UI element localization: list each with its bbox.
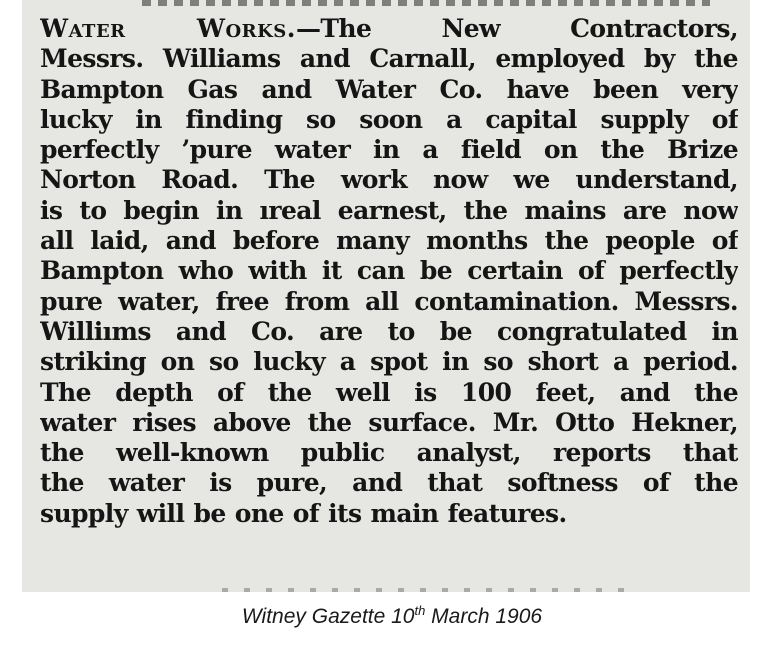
article-line-16: the water is pure, and that softness of the — [40, 468, 738, 498]
article-line-8: all laid, and before many months the people of — [40, 226, 738, 256]
article-line-4: lucky in finding so soon a capital supply of — [40, 104, 738, 134]
article-line-15: the well-known public analyst, reports that — [40, 438, 738, 468]
caption-publication: Witney Gazette 10 — [241, 605, 415, 628]
article-line-11: Williıms and Co. are to be congratulated in — [40, 316, 738, 346]
article-line-1-rest: —The New Contractors, — [295, 14, 738, 43]
article-line-17: supply will be one of its main features. — [40, 498, 567, 528]
newspaper-clipping — [22, 0, 750, 592]
article-line-14: water rises above the surface. Mr. Otto Hekner, — [40, 407, 738, 437]
source-caption — [0, 605, 784, 629]
article-line-5: perfectly ’pure water in a field on the Brize — [40, 135, 738, 165]
article-headline: Water Works. — [40, 14, 296, 43]
article-line-9: Bampton who with it can be certain of perfectly — [40, 256, 738, 286]
article-line-1 — [40, 14, 738, 44]
article-line-7: is to begin in ıreal earnest, the mains are now — [40, 195, 738, 225]
article-line-6: Norton Road. The work now we understand, — [40, 165, 738, 195]
article-line-10: pure water, free from all contamination. Messrs. — [40, 286, 738, 316]
article-line-12: striking on so lucky a spot in so short a period. — [40, 347, 738, 377]
caption-ordinal-suffix: th — [414, 603, 426, 618]
article-line-3: Bampton Gas and Water Co. have been very — [40, 74, 738, 104]
article-line-13: The depth of the well is 100 feet, and the — [40, 377, 738, 407]
article-line-2: Messrs. Williams and Carnall, employed by the — [40, 44, 738, 74]
caption-date: March 1906 — [425, 605, 543, 628]
article-text — [40, 14, 738, 529]
